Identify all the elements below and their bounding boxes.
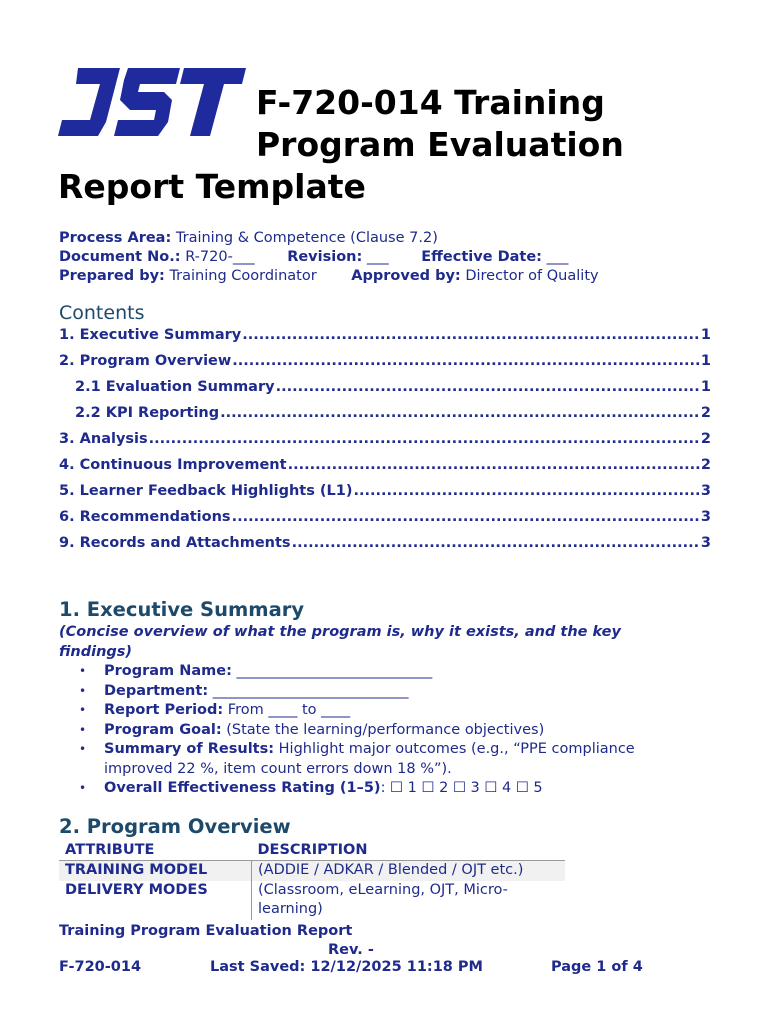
toc-leader	[149, 431, 700, 447]
toc-leader	[353, 483, 699, 499]
bullet-icon: •	[79, 703, 87, 717]
approved-by-value: Director of Quality	[465, 268, 599, 284]
title-line-1: F-720-014 Training	[256, 83, 605, 122]
toc-item-label: 6. Recommendations	[59, 509, 231, 525]
toc-item-label: 2. Program Overview	[59, 353, 232, 369]
bullet-text: From ____ to ____	[223, 702, 351, 718]
footer-revision: Rev. -	[328, 941, 374, 958]
program-overview-table	[59, 839, 565, 920]
prepared-by-label: Prepared by:	[59, 268, 165, 284]
bullet-text: ___________________________	[208, 682, 409, 699]
process-area-value: Training & Competence (Clause 7.2)	[175, 230, 438, 246]
bullet-label: Program Name:	[104, 663, 232, 679]
table-row	[59, 861, 565, 881]
prepared-by-value: Training Coordinator	[169, 268, 317, 284]
title-line-3: Report Template	[58, 167, 366, 206]
toc-item-label: 4. Continuous Improvement	[59, 457, 287, 473]
bullet-text: : ☐ 1 ☐ 2 ☐ 3 ☐ 4 ☐ 5	[380, 780, 543, 796]
toc-item-page: 2	[700, 457, 711, 473]
table-row	[59, 881, 565, 920]
toc-item-label: 2.1 Evaluation Summary	[75, 379, 275, 395]
bullet-label: Overall Effectiveness Rating (1–5)	[104, 780, 381, 796]
toc-item-page: 3	[700, 535, 711, 551]
list-item	[78, 740, 698, 779]
toc-item-page: 1	[700, 327, 711, 343]
footer-title: Training Program Evaluation Report	[59, 923, 353, 939]
bullet-label: Summary of Results:	[104, 741, 275, 757]
bullet-icon: •	[79, 781, 87, 795]
table-cell-description: (ADDIE / ADKAR / Blended / OJT etc.)	[252, 861, 566, 881]
footer-bottom-row	[59, 958, 679, 977]
process-area-label: Process Area:	[59, 230, 172, 246]
bullet-icon: •	[79, 683, 87, 698]
toc-item[interactable]	[59, 509, 711, 535]
list-item	[78, 701, 698, 721]
toc-leader	[276, 379, 700, 395]
toc-item-page: 1	[700, 353, 711, 369]
list-item	[78, 721, 698, 741]
document-no-label: Document No.:	[59, 249, 181, 265]
toc-item-label: 1. Executive Summary	[59, 327, 242, 343]
effective-date-value: ___	[546, 249, 569, 265]
toc-item[interactable]	[59, 535, 711, 561]
toc-leader	[292, 535, 700, 551]
revision-value: ___	[366, 249, 389, 265]
section-heading-executive-summary: 1. Executive Summary	[59, 598, 305, 621]
toc-item-page: 3	[700, 483, 711, 499]
document-metadata	[59, 229, 599, 286]
bullet-text: ___________________________	[231, 663, 433, 679]
meta-row-prepared-by	[59, 267, 599, 286]
table-of-contents	[59, 327, 711, 561]
toc-item-label: 9. Records and Attachments	[59, 535, 291, 551]
bullet-label: Department:	[104, 682, 209, 699]
section-heading-program-overview: 2. Program Overview	[59, 815, 291, 838]
toc-item[interactable]	[59, 353, 711, 379]
toc-item[interactable]	[59, 405, 711, 431]
toc-item[interactable]	[59, 483, 711, 509]
list-item	[78, 662, 698, 682]
contents-heading: Contents	[59, 302, 145, 324]
toc-item-label: 2.2 KPI Reporting	[75, 405, 220, 421]
document-title	[58, 82, 738, 208]
bullet-icon: •	[79, 742, 87, 756]
toc-item[interactable]	[59, 457, 711, 483]
toc-item-page: 1	[700, 379, 711, 395]
list-item	[78, 779, 698, 799]
toc-item[interactable]	[59, 379, 711, 405]
toc-leader	[232, 509, 700, 525]
bullet-text: Highlight major outcomes (e.g., “PPE compliance improved 22 %, item count errors down 18 %”).	[104, 741, 635, 777]
meta-row-document-no	[59, 248, 599, 267]
title-line-2: Program Evaluation	[256, 125, 624, 164]
bullet-text: (State the learning/performance objectives)	[221, 721, 545, 738]
executive-summary-intro: (Concise overview of what the program is, why it exists, and the key findings)	[59, 624, 621, 660]
bullet-label: Program Goal:	[104, 721, 222, 738]
footer-form-number: F-720-014	[59, 959, 142, 975]
footer-page-number: Page 1 of 4	[551, 959, 643, 975]
toc-item-label: 3. Analysis	[59, 431, 148, 447]
effective-date-label: Effective Date:	[421, 249, 542, 265]
table-cell-attribute: TRAINING MODEL	[59, 861, 252, 881]
document-no-value: R-720-___	[185, 249, 255, 265]
bullet-label: Report Period:	[104, 702, 224, 718]
toc-item-page: 2	[700, 431, 711, 447]
approved-by-label: Approved by:	[351, 268, 461, 284]
toc-leader	[288, 457, 700, 473]
list-item	[78, 682, 698, 702]
toc-leader	[220, 405, 700, 421]
toc-leader	[232, 353, 700, 369]
bullet-icon: •	[79, 722, 87, 737]
table-header-row	[59, 839, 565, 861]
table-cell-description: (Classroom, eLearning, OJT, Micro-learning)	[258, 881, 508, 917]
toc-leader	[242, 327, 700, 343]
executive-summary-bullets	[78, 662, 698, 799]
bullet-icon: •	[79, 664, 87, 678]
column-header-attribute: ATTRIBUTE	[59, 839, 252, 861]
column-header-description: DESCRIPTION	[252, 839, 566, 861]
meta-row-process-area	[59, 229, 599, 248]
toc-item-label: 5. Learner Feedback Highlights (L1)	[59, 483, 353, 499]
toc-item-page: 2	[700, 405, 711, 421]
toc-item[interactable]	[59, 431, 711, 457]
table-cell-attribute: DELIVERY MODES	[59, 881, 252, 920]
toc-item[interactable]	[59, 327, 711, 353]
footer-last-saved: Last Saved: 12/12/2025 11:18 PM	[210, 959, 483, 975]
revision-label: Revision:	[287, 249, 363, 265]
toc-item-page: 3	[700, 509, 711, 525]
page-footer	[59, 922, 679, 977]
